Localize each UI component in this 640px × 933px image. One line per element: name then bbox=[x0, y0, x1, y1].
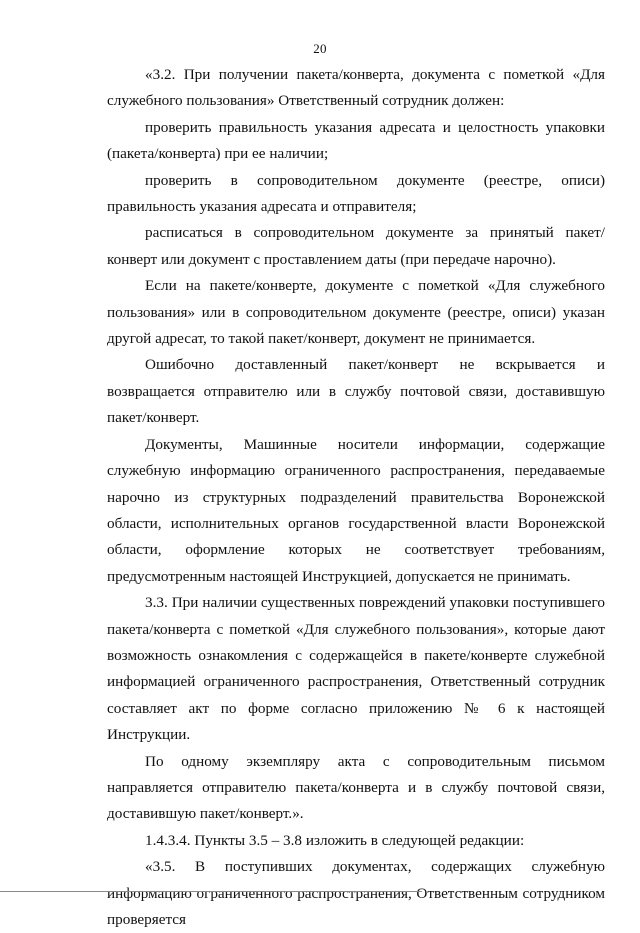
paragraph-act-copy: По одному экземпляру акта с сопроводительным письмом направляется отправителю пакета/конверта и в службу почтовой связи, доставившую пакет/конверт.». bbox=[107, 752, 605, 823]
footer-divider bbox=[0, 891, 422, 892]
paragraph-check-accompanying-document: проверить в сопроводительном документе (реестре, описи) правильность указания адресата и отправителя; bbox=[107, 171, 605, 216]
paragraph-misdelivered-package: Ошибочно доставленный пакет/конверт не вскрывается и возвращается отправителю или в службу почтовой связи, доставившую пакет/конверт. bbox=[107, 356, 605, 427]
paragraph-3-3-damaged-package: 3.3. При наличии существенных повреждений упаковки поступившего пакета/конверта с пометкой «Для служебного пользования», которые дают возможность ознакомления с содержащейся в пакете/конверте служебной информацией ограниченного распространения, Ответственный сотрудник составляет акт по форме согласно приложению № 6 к настоящей Инструкции. bbox=[107, 594, 605, 744]
page-number: 20 bbox=[313, 41, 327, 56]
paragraph-sign-document: расписаться в сопроводительном документе за принятый пакет/конверт или документ с проставлением даты (при передаче нарочно). bbox=[107, 224, 605, 268]
paragraph-3-2-intro: «3.2. При получении пакета/конверта, документа с пометкой «Для служебного пользования» Ответственный сотрудник должен: bbox=[107, 66, 605, 110]
paragraph-1-4-3-4: 1.4.3.4. Пункты 3.5 – 3.8 изложить в следующей редакции: bbox=[145, 831, 525, 849]
paragraph-other-addressee: Если на пакете/конверте, документе с пометкой «Для служебного пользования» или в сопроводительном документе (реестре, описи) указан другой адресат, то такой пакет/конверт, документ не принимается. bbox=[107, 277, 605, 348]
document-body bbox=[107, 62, 605, 933]
paragraph-3-5-start: «3.5. В поступивших документах, содержащих служебную информацию ограниченного распространения, Ответственным сотрудником проверяется bbox=[107, 858, 605, 928]
paragraph-check-addressee: проверить правильность указания адресата и целостность упаковки (пакета/конверта) при ее наличии; bbox=[107, 118, 605, 163]
paragraph-documents-not-accepted: Документы, Машинные носители информации, содержащие служебную информацию ограниченного распространения, передаваемые нарочно из структурных подразделений правительства Воронежской области, исполнительных органов государственной власти Воронежской области, оформление которых не соответствует требованиям, предусмотренным настоящей Инструкцией, допускается не принимать. bbox=[107, 435, 605, 585]
